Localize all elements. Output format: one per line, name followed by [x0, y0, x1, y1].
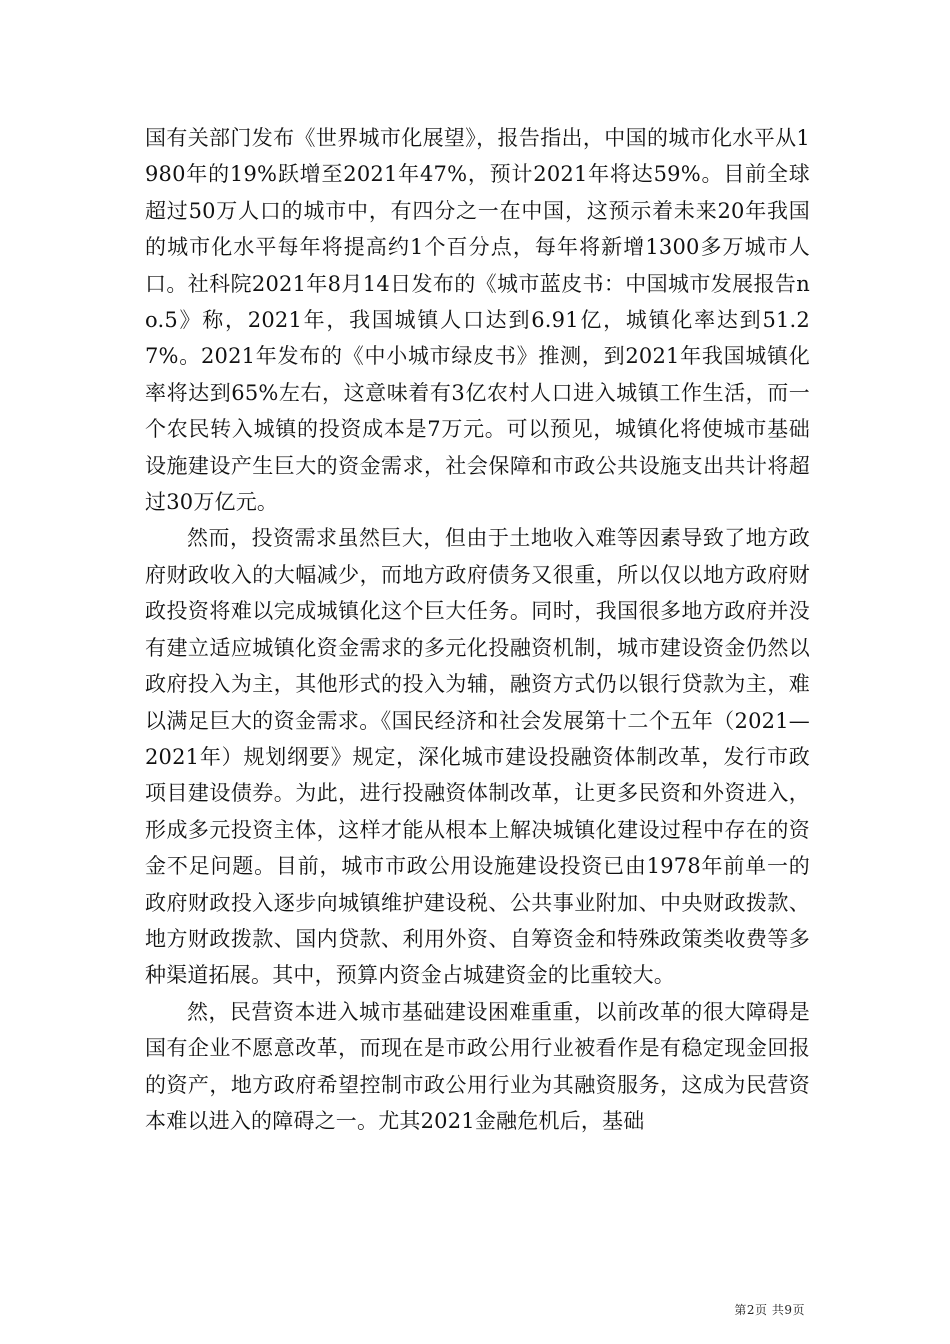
paragraph-1: 国有关部门发布《世界城市化展望》，报告指出，中国的城市化水平从1980年的19%跃增至2021年47%，预计2021年将达59%。目前全球超过50万人口的城市中，有四分之一在中国，这预示着未来20年我国的城市化水平每年将提高约1个百分点，每年将新增1300多万城市人口。社科院2021年8月14日发布的《城市蓝皮书：中国城市发展报告no.5》称，2021年，我国城镇人口达到6.91亿，城镇化率达到51.27%。2021年发布的《中小城市绿皮书》推测，到2021年我国城镇化率将达到65%左右，这意味着有3亿农村人口进入城镇工作生活，而一个农民转入城镇的投资成本是7万元。可以预见，城镇化将使城市基础设施建设产生巨大的资金需求，社会保障和市政公共设施支出共计将超过30万亿元。	[145, 126, 810, 515]
paragraph-2: 然而，投资需求虽然巨大，但由于土地收入难等因素导致了地方政府财政收入的大幅减少，而地方政府债务又很重，所以仅以地方政府财政投资将难以完成城镇化这个巨大任务。同时，我国很多地方政府并没有建立适应城镇化资金需求的多元化投融资机制，城市建设资金仍然以政府投入为主，其他形式的投入为辅，融资方式仍以银行贷款为主，难以满足巨大的资金需求。《国民经济和社会发展第十二个五年（2021—2021年）规划纲要》规定，深化城市建设投融资体制改革，发行市政项目建设债券。为此，进行投融资体制改革，让更多民资和外资进入，形成多元投资主体，这样才能从根本上解决城镇化建设过程中存在的资金不足问题。目前，城市市政公用设施建设投资已由1978年前单一的政府财政投入逐步向城镇维护建设税、公共事业附加、中央财政拨款、地方财政拨款、国内贷款、利用外资、自筹资金和特殊政策类收费等多种渠道拓展。其中，预算内资金占城建资金的比重较大。	[145, 526, 810, 988]
page-number-footer: 第2页 共9页	[734, 1303, 805, 1317]
document-body	[145, 120, 810, 1139]
paragraph-3: 然，民营资本进入城市基础建设困难重重，以前改革的很大障碍是国有企业不愿意改革，而现在是市政公用行业被看作是有稳定现金回报的资产，地方政府希望控制市政公用行业为其融资服务，这成为民营资本难以进入的障碍之一。尤其2021金融危机后，基础	[145, 999, 810, 1133]
